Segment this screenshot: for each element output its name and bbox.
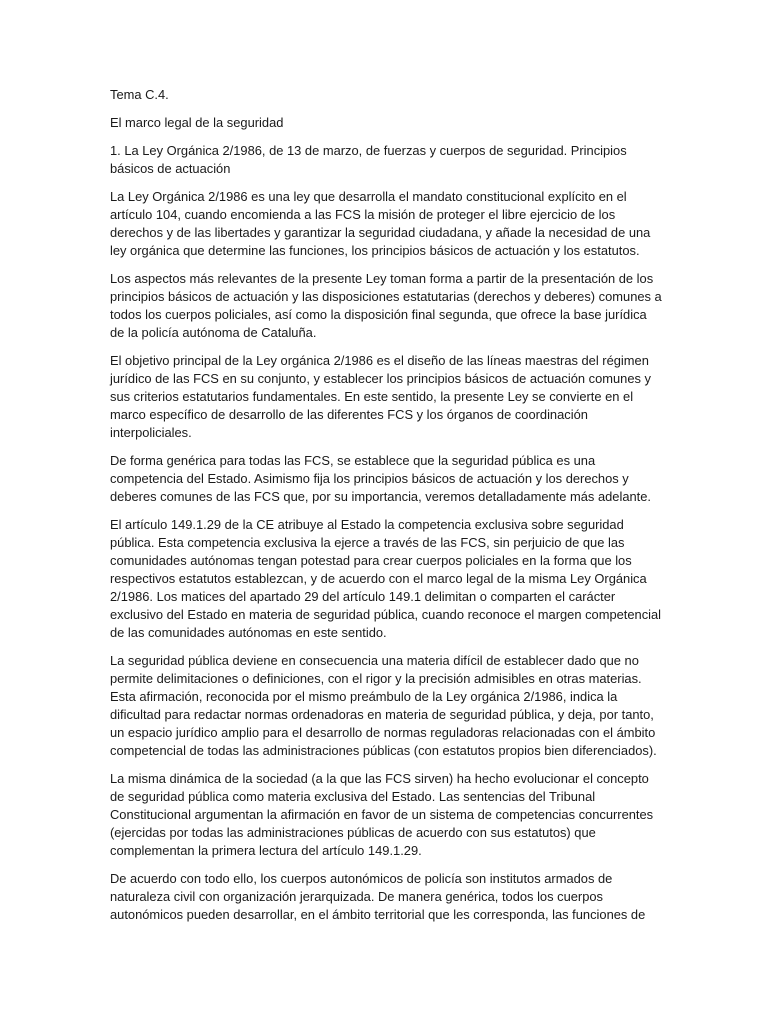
paragraph-5: El artículo 149.1.29 de la CE atribuye al Estado la competencia exclusiva sobre seguridad pública. Esta competencia exclusiva la ejerce a través de las FCS, sin perjuicio de que las comunidades autónomas tengan potestad para crear cuerpos policiales en la forma que los respectivos estatutos establezcan, y de acuerdo con el marco legal de la misma Ley Orgánica 2/1986. Los matices del apartado 29 del artículo 149.1 delimitan o comparten el carácter exclusivo del Estado en materia de seguridad pública, cuando reconoce el margen competencial de las comunidades autónomas en este sentido. <box>110 517 662 640</box>
section-heading: 1. La Ley Orgánica 2/1986, de 13 de marzo, de fuerzas y cuerpos de seguridad. Principios básicos de actuación <box>110 143 627 176</box>
paragraph-6: La seguridad pública deviene en consecuencia una materia difícil de establecer dado que no permite delimitaciones o definiciones, con el rigor y la precisión admisibles en otras materias. Esta afirmación, reconocida por el mismo preámbulo de la Ley orgánica 2/1986, indica la dificultad para redactar normas ordenadoras en materia de seguridad pública, y deja, por tanto, un espacio jurídico amplio para el desarrollo de normas reguladoras relacionadas con el ámbito competencial de todas las administraciones públicas (con estatutos propios bien diferenciados). <box>110 653 657 758</box>
topic-label: Tema C.4. <box>110 87 169 102</box>
paragraph-7: La misma dinámica de la sociedad (a la que las FCS sirven) ha hecho evolucionar el concepto de seguridad pública como materia exclusiva del Estado. Las sentencias del Tribunal Constitucional argumentan la afirmación en favor de un sistema de competencias concurrentes (ejercidas por todas las administraciones públicas de acuerdo con sus estatutos) que complementan la primera lectura del artículo 149.1.29. <box>110 771 654 858</box>
document-title: El marco legal de la seguridad <box>110 115 284 130</box>
paragraph-3: El objetivo principal de la Ley orgánica 2/1986 es el diseño de las líneas maestras del régimen jurídico de las FCS en su conjunto, y establecer los principios básicos de actuación comunes y sus criterios estatutarios fundamentales. En este sentido, la presente Ley se convierte en el marco específico de desarrollo de las diferentes FCS y los órganos de coordinación interpoliciales. <box>110 353 651 440</box>
paragraph-1: La Ley Orgánica 2/1986 es una ley que desarrolla el mandato constitucional explícito en el artículo 104, cuando encomienda a las FCS la misión de proteger el libre ejercicio de los derechos y de las libertades y garantizar la seguridad ciudadana, y añade la necesidad de una ley orgánica que determine las funciones, los principios básicos de actuación y los estatutos. <box>110 189 651 258</box>
paragraph-2: Los aspectos más relevantes de la presente Ley toman forma a partir de la presentación de los principios básicos de actuación y las disposiciones estatutarias (derechos y deberes) comunes a todos los cuerpos policiales, así como la disposición final segunda, que ofrece la base jurídica de la policía autónoma de Cataluña. <box>110 271 662 340</box>
paragraph-4: De forma genérica para todas las FCS, se establece que la seguridad pública es una competencia del Estado. Asimismo fija los principios básicos de actuación y los derechos y deberes comunes de las FCS que, por su importancia, veremos detalladamente más adelante. <box>110 453 651 504</box>
paragraph-8: De acuerdo con todo ello, los cuerpos autonómicos de policía son institutos armados de naturaleza civil con organización jerarquizada. De manera genérica, todos los cuerpos autonómicos pueden desarrollar, en el ámbito territorial que les corresponda, las funciones de <box>110 871 646 922</box>
document-body <box>110 86 662 924</box>
